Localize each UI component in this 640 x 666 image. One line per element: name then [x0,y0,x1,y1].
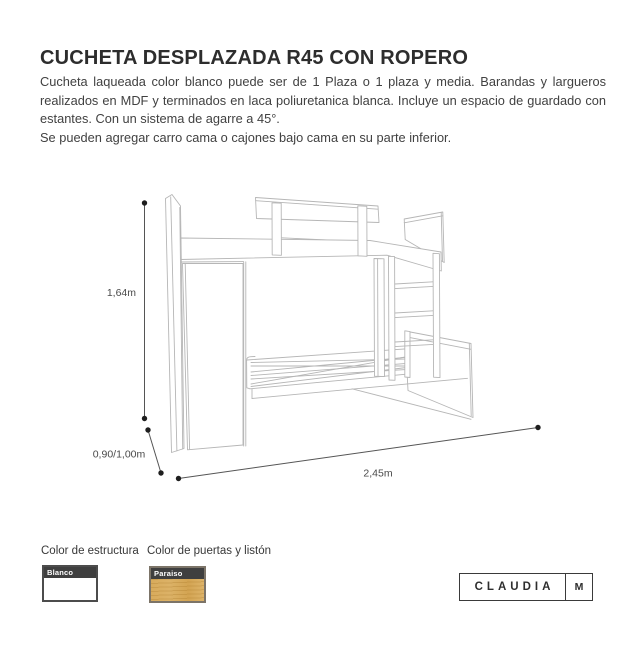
structure-color-caption: Color de estructura [41,545,139,557]
brand-name: CLAUDIA [474,581,555,593]
doors-color-swatch [149,566,206,603]
depth-dimension-label: 0,90/1,00m [92,448,146,461]
structure-swatch-label: Blanco [44,567,96,578]
doors-color-caption: Color de puertas y listón [147,545,272,557]
structure-swatch-color [44,578,96,600]
doors-swatch-label: Paraiso [151,568,204,579]
brand-initial: M [565,574,592,600]
height-dimension-label: 1,64m [106,287,136,299]
furniture-outline [166,195,474,453]
brand-logo [459,573,593,601]
depth-dimension-line [148,430,161,473]
doors-swatch-color [151,579,204,601]
description-paragraph-1: Cucheta laqueada color blanco puede ser de 1 Plaza o 1 plaza y media. Barandas y largueros realizados en MDF y terminados en laca poliuretanica blanca. Incluye un espacio de guardado con estantes. Con un sistema de agarre a 45°. [40,74,606,127]
page-title: CUCHETA DESPLAZADA R45 CON ROPERO [40,47,469,69]
width-dimension-label: 2,45m [363,467,393,480]
description-paragraph-2: Se pueden agregar carro cama o cajones bajo cama en su parte inferior. [40,129,452,145]
structure-color-swatch [42,565,98,602]
